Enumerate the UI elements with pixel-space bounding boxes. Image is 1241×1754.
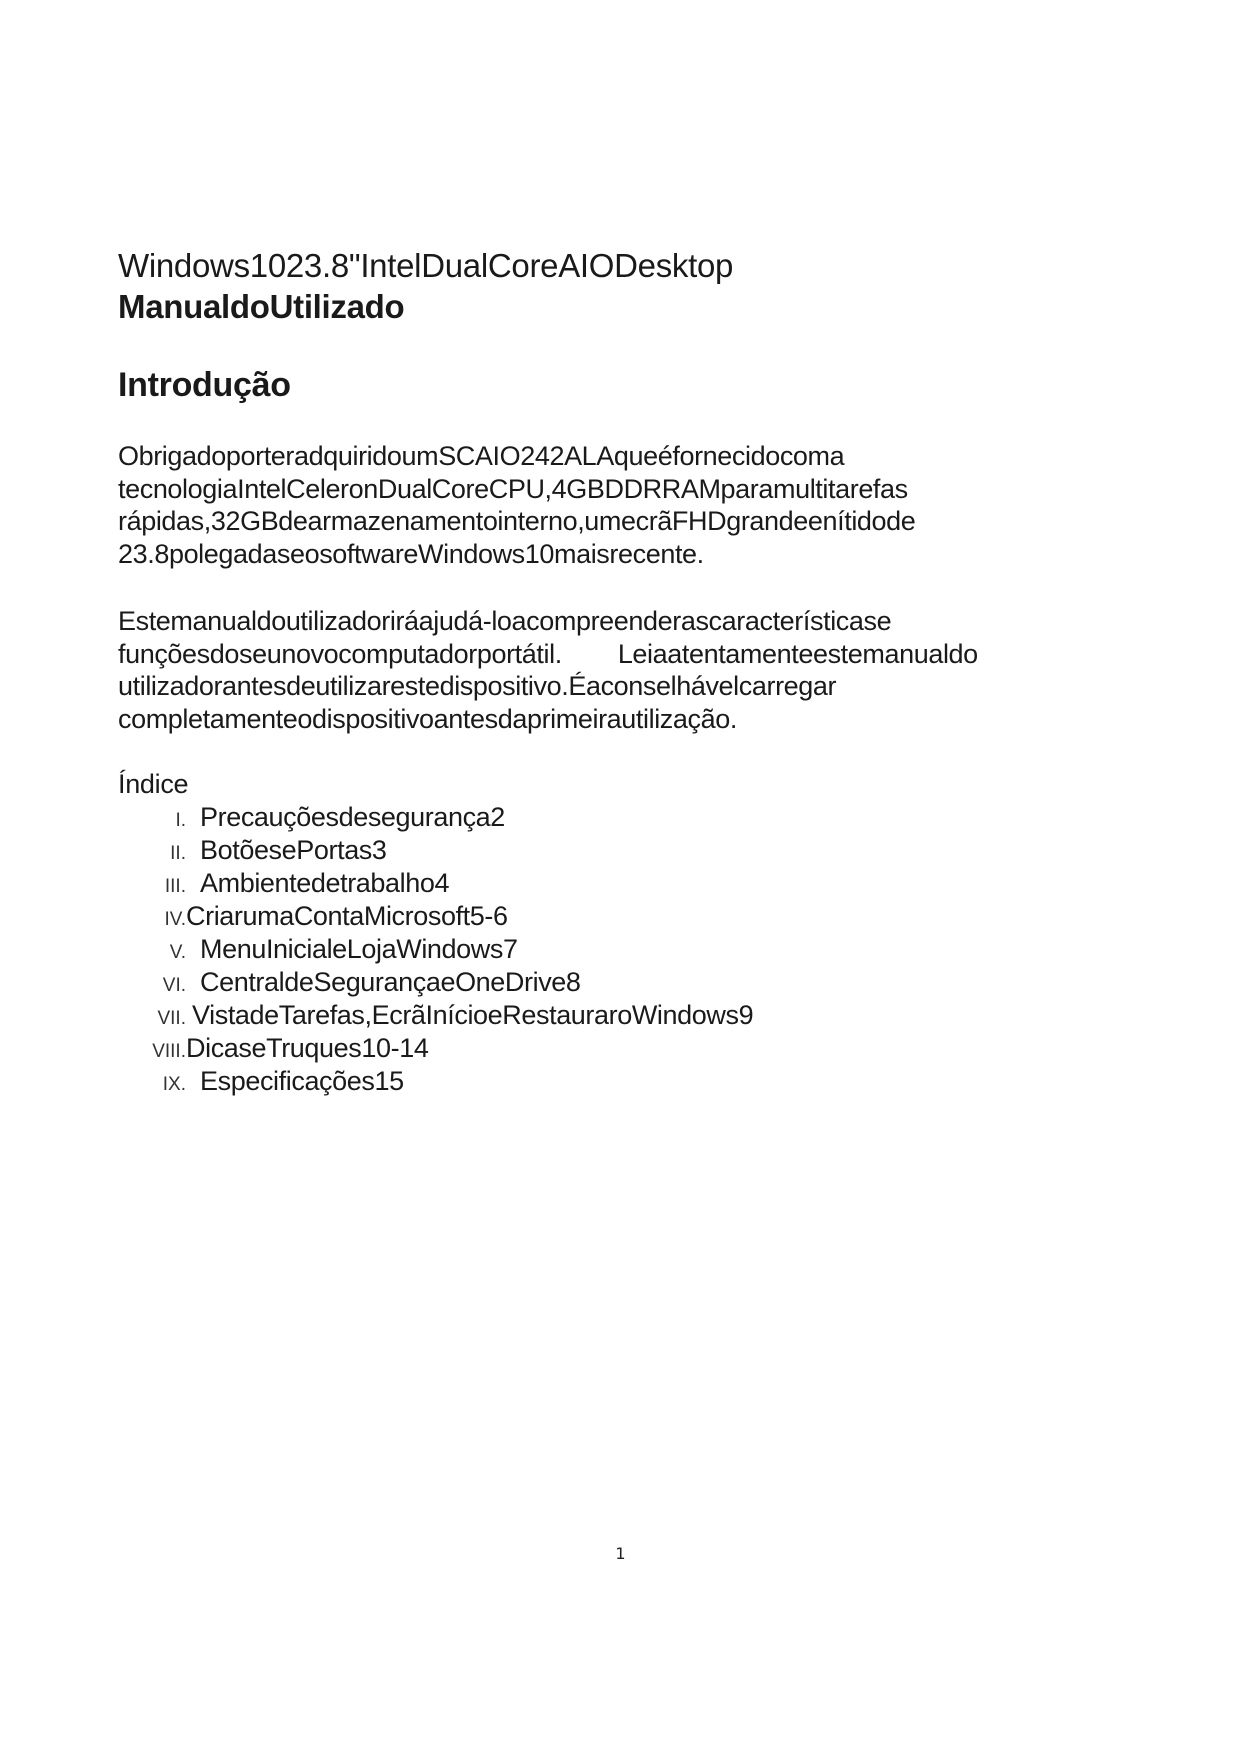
intro-paragraph-2 — [118, 605, 978, 735]
document-title: Windows1023.8"IntelDualCoreAIODesktop — [118, 247, 734, 284]
paragraph-line: completamenteodispositivoantesdaprimeirautilização. — [118, 703, 737, 734]
toc-item — [118, 1032, 753, 1065]
paragraph-line: 23.8polegadaseosoftwareWindows10maisrecente. — [118, 538, 704, 569]
toc-label: MenuInicialeLojaWindows7 — [200, 934, 518, 964]
toc-item — [118, 867, 753, 900]
paragraph-line — [118, 638, 978, 671]
toc-number: VIII. — [152, 1041, 186, 1062]
introduction-heading: Introdução — [118, 366, 291, 404]
paragraph-line: rápidas,32GBdearmazenamentointerno,umecrãFHDgrandeenítidode — [118, 506, 916, 536]
toc-label: VistadeTarefas,EcrãInícioeRestauraroWindows9 — [192, 1000, 754, 1030]
toc-number: IV. — [164, 909, 186, 930]
toc-label: DicaseTruques10-14 — [186, 1033, 429, 1063]
toc-item — [118, 933, 753, 966]
toc-label: Especificações15 — [200, 1066, 404, 1096]
toc-item — [118, 834, 753, 867]
paragraph-line: Estemanualdoutilizadoriráajudá-loacompreenderascaracterísticase — [118, 606, 892, 636]
paragraph-line: tecnologiaIntelCeleronDualCoreCPU,4GBDDRRAMparamultitarefas — [118, 473, 908, 504]
paragraph-fragment: Leiaatentamenteestemanualdo — [617, 638, 978, 669]
toc-label: Precauçõesdesegurança2 — [200, 802, 505, 832]
paragraph-line: ObrigadoporteradquiridoumSCAIO242ALAqueéfornecidocoma — [118, 441, 845, 471]
paragraph-line: utilizadorantesdeutilizarestedispositivo.Éaconselhávelcarregar — [118, 671, 837, 701]
toc-item — [118, 801, 753, 834]
toc-number: I. — [175, 810, 186, 831]
toc-label: CentraldeSegurançaeOneDrive8 — [200, 967, 581, 997]
toc-number: VI. — [162, 975, 186, 996]
toc-label: CriarumaContaMicrosoft5-6 — [186, 901, 508, 931]
toc-number: III. — [164, 876, 186, 897]
toc-label: Ambientedetrabalho4 — [200, 868, 450, 898]
index-heading: Índice — [118, 769, 189, 799]
toc-item — [118, 900, 753, 933]
toc-number: IX. — [162, 1074, 186, 1095]
toc-item — [118, 999, 753, 1032]
toc-number: VII. — [157, 1008, 186, 1029]
intro-paragraph-1 — [118, 440, 915, 570]
toc-number: II. — [170, 843, 186, 864]
paragraph-fragment: funçõesdoseunovocomputadorportátil. — [118, 638, 562, 669]
toc-label: BotõesePortas3 — [200, 835, 387, 865]
table-of-contents — [118, 801, 753, 1098]
document-subtitle: ManualdoUtilizado — [118, 288, 405, 325]
page-number: 1 — [615, 1544, 626, 1563]
toc-number: V. — [169, 942, 186, 963]
toc-item — [118, 966, 753, 999]
toc-item — [118, 1065, 753, 1098]
